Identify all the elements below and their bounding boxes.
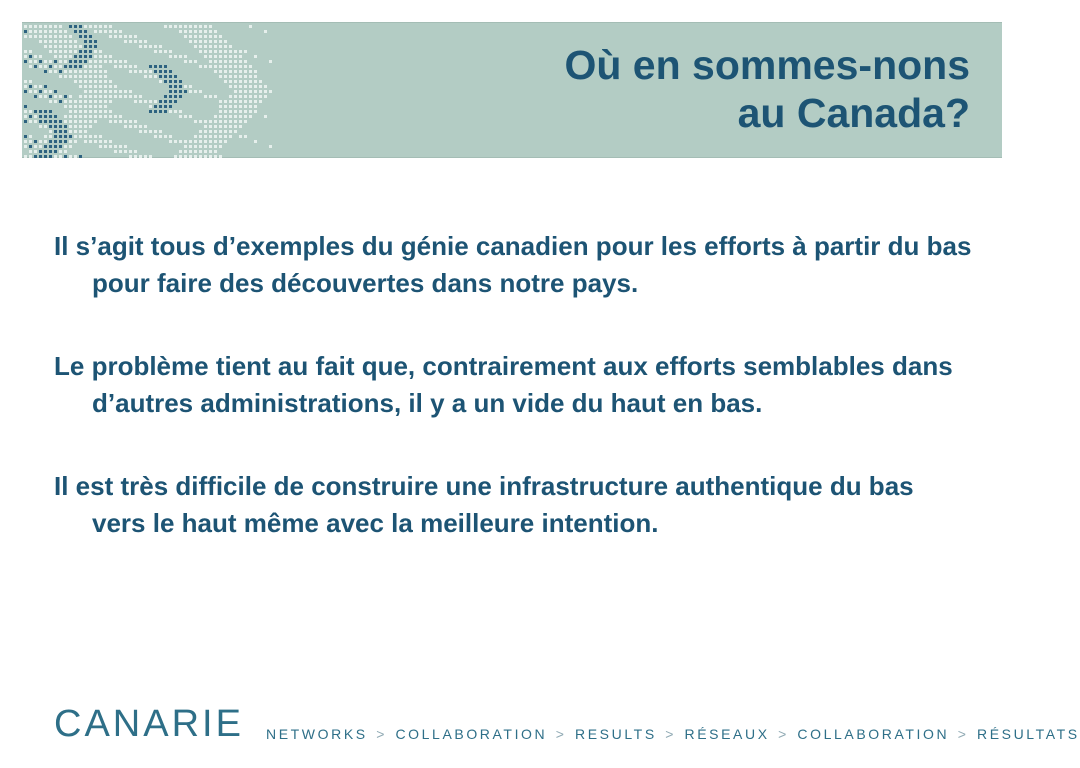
bullet-item: Il s’agit tous d’exemples du génie canadien pour les efforts à partir du bas pour faire des découvertes dans notre pays.: [54, 231, 972, 298]
canarie-logo: CANARIE: [54, 703, 244, 745]
tagline-word: COLLABORATION: [797, 726, 950, 742]
chevron-pattern-graphic: [22, 23, 272, 157]
tagline: [266, 726, 1080, 742]
bullet-item: Le problème tient au fait que, contrairement aux efforts semblables dans d’autres administrations, il y a un vide du haut en bas.: [54, 351, 953, 418]
tagline-separator: >: [951, 726, 975, 742]
tagline-separator: >: [771, 726, 796, 742]
page-title: [564, 41, 970, 137]
tagline-word: RÉSEAUX: [684, 726, 770, 742]
tagline-word: RÉSULTATS: [976, 726, 1080, 742]
tagline-separator: >: [369, 726, 394, 742]
tagline-separator: >: [658, 726, 683, 742]
bullet-item: Il est très difficile de construire une infrastructure authentique du bas vers le haut même avec la meilleure intention.: [54, 471, 914, 538]
tagline-word: NETWORKS: [266, 726, 368, 742]
tagline-word: RESULTS: [575, 726, 657, 742]
title-line-2: au Canada?: [737, 90, 970, 136]
bullet-list: [54, 228, 974, 588]
title-line-1: Où en sommes-nons: [564, 42, 970, 88]
tagline-word: COLLABORATION: [395, 726, 548, 742]
footer: [0, 700, 1080, 760]
tagline-separator: >: [549, 726, 574, 742]
title-banner: [22, 22, 1002, 158]
